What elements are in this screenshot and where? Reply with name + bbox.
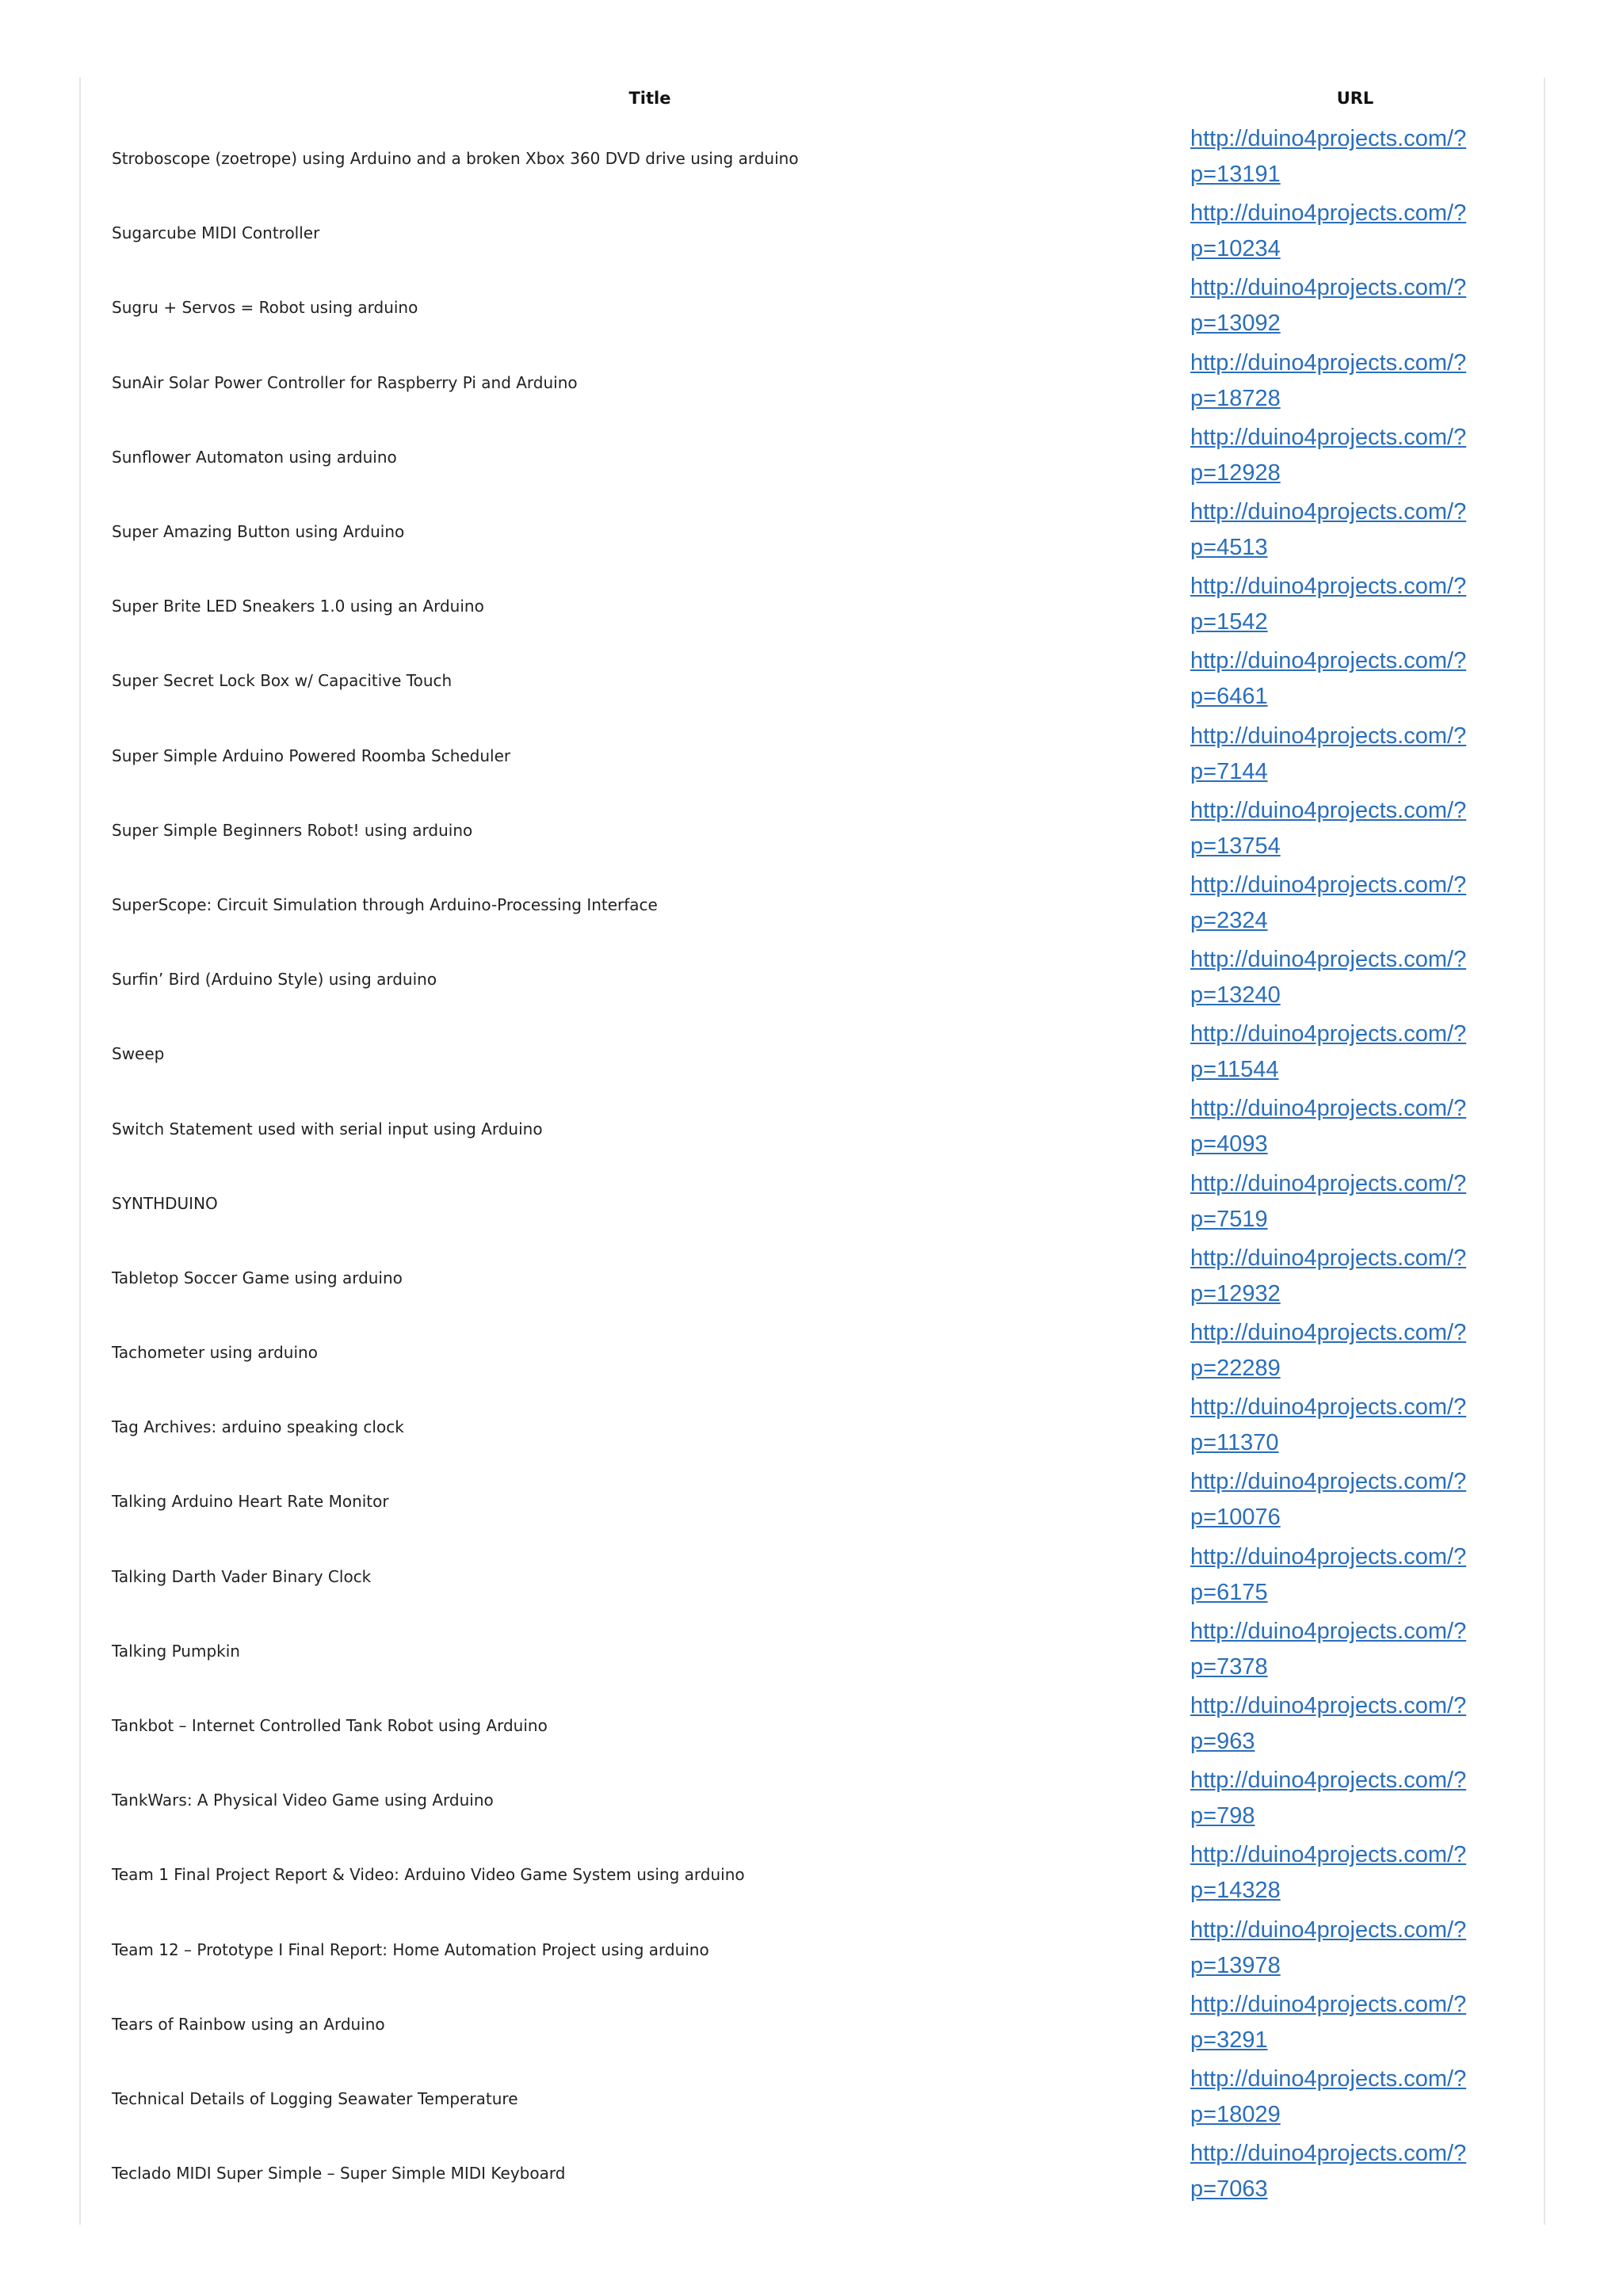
url-line-2[interactable]: p=7063: [1190, 2176, 1268, 2203]
row-url-link[interactable]: [1190, 345, 1476, 420]
row-url-link[interactable]: [1190, 121, 1476, 196]
url-line-1[interactable]: http://duino4projects.com/?: [1190, 1096, 1467, 1122]
url-line-2[interactable]: p=7144: [1190, 758, 1268, 784]
url-line-2[interactable]: p=11544: [1190, 1057, 1279, 1083]
url-line-1[interactable]: http://duino4projects.com/?: [1190, 2141, 1467, 2167]
table-row: [0, 1614, 1623, 1688]
table-row: [0, 345, 1623, 420]
url-line-1[interactable]: http://duino4projects.com/?: [1190, 1991, 1467, 2017]
table-row: [0, 719, 1623, 793]
row-title: Super Brite LED Sneakers 1.0 using an Arduino: [112, 597, 484, 616]
row-url-link[interactable]: [1190, 719, 1476, 793]
row-title: Sweep: [112, 1044, 165, 1064]
url-line-1[interactable]: http://duino4projects.com/?: [1190, 498, 1467, 524]
table-row: [0, 942, 1623, 1016]
row-title: Teclado MIDI Super Simple – Super Simple MIDI Keyboard: [112, 2164, 566, 2183]
table-row: [0, 1390, 1623, 1464]
row-title: Tachometer using arduino: [112, 1343, 318, 1363]
row-title: Tag Archives: arduino speaking clock: [112, 1417, 404, 1437]
url-line-1[interactable]: http://duino4projects.com/?: [1190, 1245, 1467, 1271]
row-url-link[interactable]: [1190, 942, 1476, 1016]
url-line-2[interactable]: p=13240: [1190, 982, 1281, 1009]
table-row: [0, 1987, 1623, 2061]
table-row: [0, 1913, 1623, 1987]
row-url-link[interactable]: [1190, 1241, 1476, 1315]
row-url-link[interactable]: [1190, 1315, 1476, 1390]
url-line-2[interactable]: p=22289: [1190, 1356, 1281, 1381]
table-row: [0, 1241, 1623, 1315]
row-title: Stroboscope (zoetrope) using Arduino and a broken Xbox 360 DVD drive using arduino: [112, 149, 799, 169]
url-line-2[interactable]: p=18029: [1190, 2101, 1281, 2127]
table-row: [0, 1016, 1623, 1091]
row-title: Tears of Rainbow using an Arduino: [112, 2014, 385, 2034]
url-line-2[interactable]: p=963: [1190, 1728, 1255, 1754]
url-line-1[interactable]: http://duino4projects.com/?: [1190, 275, 1467, 301]
row-title: TankWars: A Physical Video Game using Arduino: [112, 1791, 494, 1810]
table-row: [0, 2136, 1623, 2210]
row-title: SuperScope: Circuit Simulation through Arduino-Processing Interface: [112, 894, 658, 914]
table-row: [0, 1166, 1623, 1241]
table-row: [0, 569, 1623, 643]
row-url-link[interactable]: [1190, 1464, 1476, 1539]
url-line-2[interactable]: p=10234: [1190, 236, 1281, 262]
table-row: [0, 1091, 1623, 1165]
url-line-2[interactable]: p=18728: [1190, 385, 1281, 411]
table-row: [0, 196, 1623, 270]
url-line-2[interactable]: p=12928: [1190, 460, 1281, 486]
row-title: Super Simple Beginners Robot! using arduino: [112, 820, 473, 840]
row-title: Technical Details of Logging Seawater Temperature: [112, 2088, 518, 2108]
row-title: Sunflower Automaton using arduino: [112, 447, 397, 467]
url-line-1[interactable]: http://duino4projects.com/?: [1190, 349, 1467, 376]
table-row: [0, 270, 1623, 345]
table-row: [0, 1539, 1623, 1614]
table-row: [0, 1688, 1623, 1763]
table-body: [0, 121, 1623, 2210]
url-line-1[interactable]: http://duino4projects.com/?: [1190, 797, 1467, 823]
row-url-link[interactable]: [1190, 1987, 1476, 2061]
row-title: Sugarcube MIDI Controller: [112, 223, 320, 243]
url-line-1[interactable]: http://duino4projects.com/?: [1190, 723, 1467, 749]
url-line-2[interactable]: p=2324: [1190, 907, 1268, 933]
url-line-2[interactable]: p=13754: [1190, 833, 1281, 859]
row-title: Super Amazing Button using Arduino: [112, 522, 405, 542]
row-url-link[interactable]: [1190, 1913, 1476, 1987]
url-line-2[interactable]: p=7519: [1190, 1206, 1268, 1232]
row-url-link[interactable]: [1190, 1166, 1476, 1241]
table-row: [0, 793, 1623, 868]
url-line-1[interactable]: http://duino4projects.com/?: [1190, 1543, 1467, 1569]
url-line-2[interactable]: p=10076: [1190, 1505, 1281, 1531]
table-row: [0, 2061, 1623, 2136]
url-line-1[interactable]: http://duino4projects.com/?: [1190, 200, 1467, 227]
table-row: [0, 868, 1623, 942]
row-title: Switch Statement used with serial input using Arduino: [112, 1119, 543, 1138]
row-title: Tabletop Soccer Game using arduino: [112, 1268, 403, 1287]
url-line-1[interactable]: http://duino4projects.com/?: [1190, 1469, 1467, 1495]
url-line-1[interactable]: http://duino4projects.com/?: [1190, 2065, 1467, 2092]
table-row: [0, 1464, 1623, 1539]
url-line-1[interactable]: http://duino4projects.com/?: [1190, 424, 1467, 450]
row-url-link[interactable]: [1190, 420, 1476, 494]
column-header-title: Title: [628, 89, 671, 108]
row-url-link[interactable]: [1190, 868, 1476, 942]
column-header-url: URL: [1336, 89, 1374, 108]
row-title: Super Secret Lock Box w/ Capacitive Touch: [112, 671, 453, 691]
url-line-2[interactable]: p=7378: [1190, 1653, 1268, 1680]
url-line-2[interactable]: p=13191: [1190, 162, 1281, 187]
url-line-1[interactable]: http://duino4projects.com/?: [1190, 574, 1467, 600]
url-line-2[interactable]: p=14328: [1190, 1878, 1281, 1904]
url-line-2[interactable]: p=4093: [1190, 1131, 1268, 1158]
row-url-link[interactable]: [1190, 270, 1476, 345]
url-line-1[interactable]: http://duino4projects.com/?: [1190, 947, 1467, 973]
table-row: [0, 643, 1623, 718]
row-url-link[interactable]: [1190, 2136, 1476, 2210]
url-line-2[interactable]: p=6175: [1190, 1579, 1268, 1605]
row-url-link[interactable]: [1190, 1091, 1476, 1165]
url-line-1[interactable]: http://duino4projects.com/?: [1190, 1320, 1467, 1345]
url-line-2[interactable]: p=6461: [1190, 684, 1268, 710]
table-row: [0, 121, 1623, 196]
table-row: [0, 1763, 1623, 1837]
row-url-link[interactable]: [1190, 1763, 1476, 1837]
row-title: Tankbot – Internet Controlled Tank Robot using Arduino: [112, 1716, 548, 1736]
url-line-2[interactable]: p=3291: [1190, 2027, 1268, 2053]
row-url-link[interactable]: [1190, 643, 1476, 718]
row-url-link[interactable]: [1190, 1390, 1476, 1464]
row-title: Talking Darth Vader Binary Clock: [112, 1566, 372, 1586]
url-line-1[interactable]: http://duino4projects.com/?: [1190, 1842, 1467, 1868]
row-url-link[interactable]: [1190, 569, 1476, 643]
row-url-link[interactable]: [1190, 1614, 1476, 1688]
url-line-2[interactable]: p=11370: [1190, 1430, 1279, 1456]
row-title: Talking Pumpkin: [112, 1641, 240, 1661]
url-line-2[interactable]: p=798: [1190, 1803, 1255, 1829]
row-title: SYNTHDUINO: [112, 1193, 218, 1213]
row-title: Surfin’ Bird (Arduino Style) using arduino: [112, 970, 437, 990]
url-line-1[interactable]: http://duino4projects.com/?: [1190, 1692, 1467, 1718]
url-line-1[interactable]: http://duino4projects.com/?: [1190, 1618, 1467, 1644]
url-line-1[interactable]: http://duino4projects.com/?: [1190, 1768, 1467, 1794]
url-line-1[interactable]: http://duino4projects.com/?: [1190, 1021, 1467, 1047]
url-line-1[interactable]: http://duino4projects.com/?: [1190, 648, 1467, 674]
row-url-link[interactable]: [1190, 1837, 1476, 1912]
url-line-1[interactable]: http://duino4projects.com/?: [1190, 871, 1467, 898]
url-line-2[interactable]: p=4513: [1190, 534, 1268, 560]
table-row: [0, 1837, 1623, 1912]
row-url-link[interactable]: [1190, 1688, 1476, 1763]
table-row: [0, 494, 1623, 569]
url-line-2[interactable]: p=12932: [1190, 1280, 1281, 1306]
row-url-link[interactable]: [1190, 793, 1476, 868]
table-row: [0, 1315, 1623, 1390]
url-line-2[interactable]: p=13092: [1190, 311, 1281, 337]
row-title: Sugru + Servos = Robot using arduino: [112, 298, 418, 318]
row-title: Team 12 – Prototype I Final Report: Home Automation Project using arduino: [112, 1939, 709, 1959]
row-url-link[interactable]: [1190, 494, 1476, 569]
row-title: Team 1 Final Project Report & Video: Arduino Video Game System using arduino: [112, 1865, 745, 1885]
url-line-1[interactable]: http://duino4projects.com/?: [1190, 1394, 1467, 1421]
row-url-link[interactable]: [1190, 2061, 1476, 2136]
row-url-link[interactable]: [1190, 196, 1476, 270]
url-line-1[interactable]: http://duino4projects.com/?: [1190, 1170, 1467, 1196]
url-line-1[interactable]: http://duino4projects.com/?: [1190, 1917, 1467, 1943]
row-title: Super Simple Arduino Powered Roomba Scheduler: [112, 746, 511, 765]
row-url-link[interactable]: [1190, 1016, 1476, 1091]
row-title: SunAir Solar Power Controller for Raspberry Pi and Arduino: [112, 372, 578, 392]
url-line-2[interactable]: p=1542: [1190, 609, 1268, 635]
row-title: Talking Arduino Heart Rate Monitor: [112, 1492, 389, 1512]
row-url-link[interactable]: [1190, 1539, 1476, 1614]
table-row: [0, 420, 1623, 494]
url-line-1[interactable]: http://duino4projects.com/?: [1190, 126, 1467, 151]
url-line-2[interactable]: p=13978: [1190, 1952, 1281, 1978]
